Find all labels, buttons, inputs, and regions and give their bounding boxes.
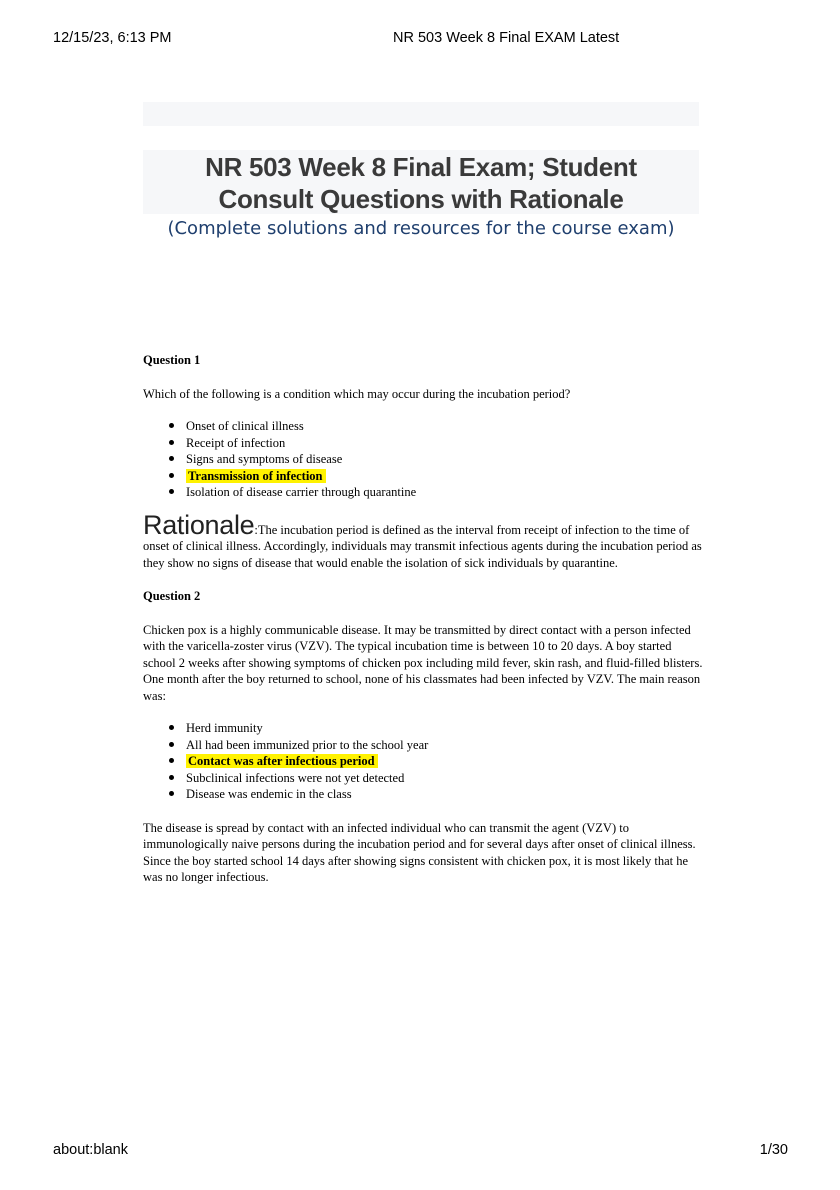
question-text: Chicken pox is a highly communicable disease. It may be transmitted by direct contact with a person infected with the varicella-zoster virus (VZV). The typical incubation time is between 10 to 20 days. A boy started school 2 weeks after showing symptoms of chicken pox including mild fever, skin rash, and fluid-filled blisters. One month after the boy returned to school, none of his classmates had been infected by VZV. The main reason was: (143, 622, 703, 703)
option-text: Herd immunity (186, 721, 263, 735)
rationale-paragraph (143, 509, 703, 572)
answer-option (143, 720, 703, 737)
document-body (143, 352, 703, 886)
option-text: Subclinical infections were not yet detected (186, 770, 405, 785)
title-line-1: NR 503 Week 8 Final Exam; Student (205, 152, 637, 182)
question-text: Which of the following is a condition which may occur during the incubation period? (143, 386, 571, 401)
answer-option (143, 451, 703, 468)
option-text: Receipt of infection (186, 435, 286, 450)
highlighted-answer: Transmission of infection (186, 469, 326, 483)
answer-option-correct (143, 753, 703, 770)
rationale-text: :The incubation period is defined as the interval from receipt of infection to the time of onset of clinical illness. Accordingly, individuals may transmit infectious agents during the incubation period as they show no signs of disease that would enable the isolation of sick individuals by quarantine. (143, 522, 702, 570)
answer-option-correct (143, 468, 703, 485)
top-shaded-band (143, 102, 699, 126)
page-number: 1/30 (759, 1142, 788, 1158)
question-heading: Question 1 (143, 353, 201, 367)
print-datetime: 12/15/23, 6:13 PM (53, 30, 172, 46)
rationale-label: Rationale (143, 509, 255, 540)
document-subtitle: (Complete solutions and resources for the course exam) (167, 218, 675, 239)
question-heading: Question 2 (143, 589, 201, 603)
option-text: Isolation of disease carrier through quarantine (186, 485, 417, 499)
print-doc-title: NR 503 Week 8 Final EXAM Latest (393, 30, 620, 46)
answer-option (143, 435, 703, 452)
option-text: Signs and symptoms of disease (186, 452, 343, 466)
answer-option (143, 737, 703, 754)
option-text: Onset of clinical illness (186, 419, 304, 433)
answer-options (143, 720, 703, 803)
option-text: Disease was endemic in the class (186, 787, 352, 801)
question-2 (143, 588, 703, 886)
print-url: about:blank (53, 1142, 128, 1158)
answer-option (143, 770, 703, 787)
answer-options (143, 418, 703, 501)
document-title (143, 151, 699, 215)
option-text: All had been immunized prior to the school year (186, 737, 429, 752)
question-1 (143, 352, 703, 571)
answer-option (143, 484, 703, 501)
highlighted-answer: Contact was after infectious period (186, 754, 378, 768)
title-line-2: Consult Questions with Rationale (218, 184, 624, 214)
answer-option (143, 418, 703, 435)
answer-option (143, 786, 703, 803)
explanation-paragraph: The disease is spread by contact with an infected individual who can transmit the agent (VZV) to immunologically naive persons during the incubation period and for several days after onset of clinical illness. Since the boy started school 14 days after showing signs consistent with chicken pox, it is most likely that he was no longer infectious. (143, 820, 696, 884)
